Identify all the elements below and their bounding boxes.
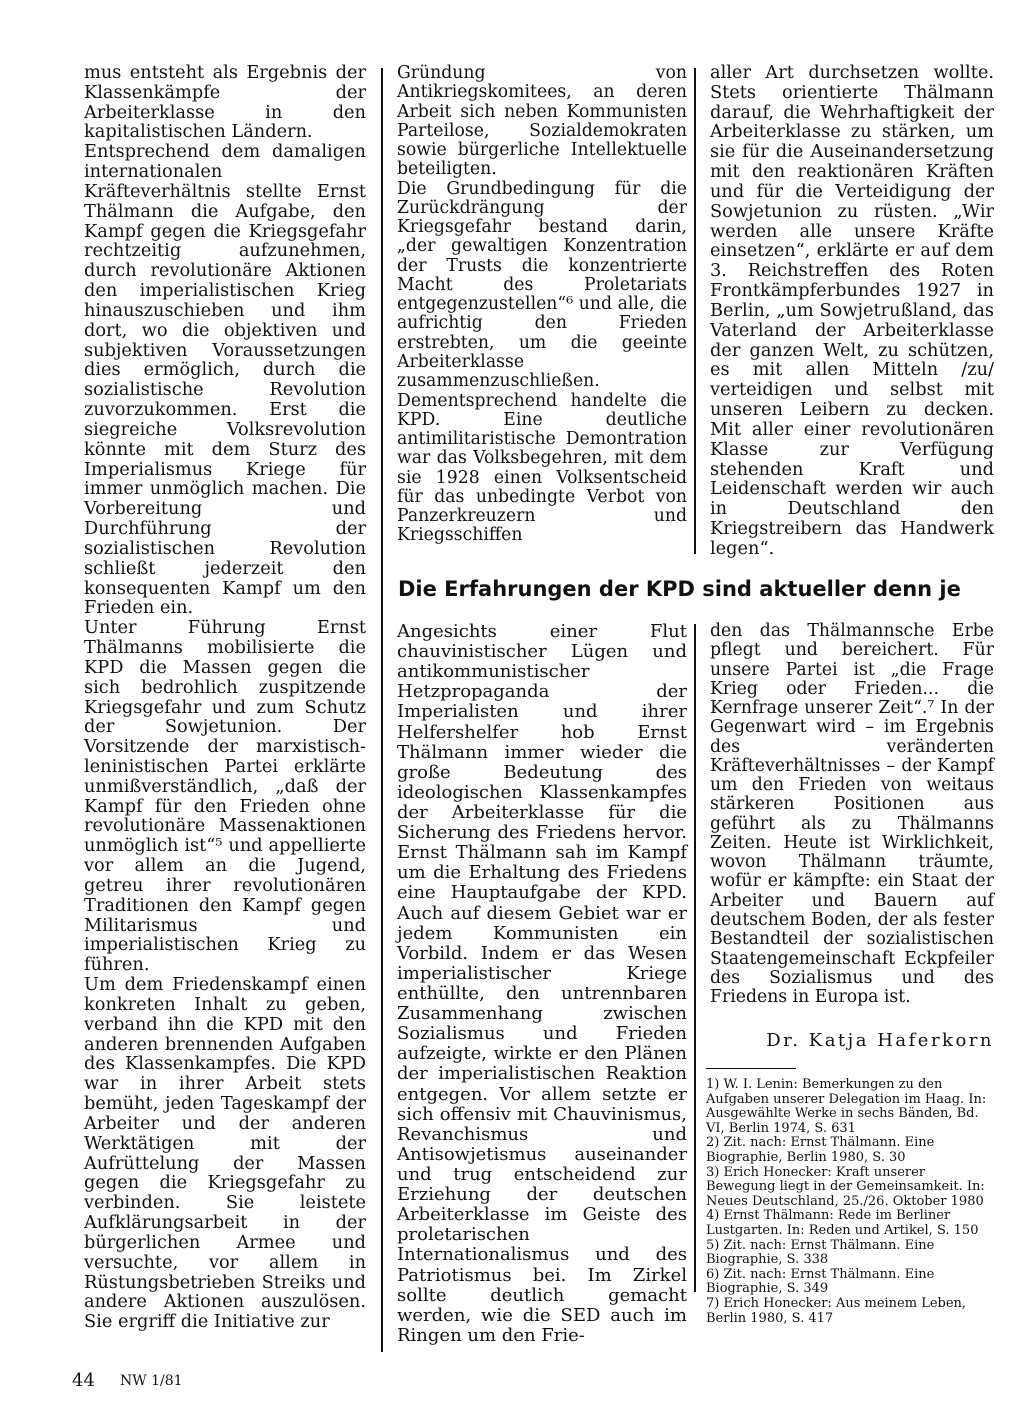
author-signature: Dr. Katja Haferkorn (766, 1030, 994, 1051)
paragraph: Die Grundbedingung für die Zurückdrängung der Kriegsgefahr bestand darin, „der gewaltigen Konzentration der Trusts die konzentrierte Macht des Proletariats entgegenzustellen“⁶ und alle, die aufrichtig den Frieden erstrebten, um die geeinte Arbeiterklasse zusammenzuschließen. Dementsprechend handelte die KPD. Eine deutliche antimilitaristische Demontration war das Volksbegehren, mit dem sie 1928 einen Volksentscheid für das unbedingte Verbot von Panzerkreuzern und Kriegsschiffen (397, 178, 687, 546)
paragraph: Gründung von Antikriegskomitees, an deren Arbeit sich neben Kommunisten Parteilose, Sozialdemokraten sowie bürgerliche Intellektuelle beteiligten. (397, 63, 687, 180)
column-divider (381, 68, 383, 1352)
paragraph: aller Art durchsetzen wollte. Stets orientierte Thälmann darauf, die Wehrhaftigkeit der Arbeiterklasse zu stärken, um sie für die Auseinandersetzung mit den reaktionären Kräften und für die Verteidigung der Sowjetunion zu rüsten. „Wir werden alle unsere Kräfte einsetzen“, erklärte er auf dem 3. Reichstreffen des Roten Frontkämpferbundes 1927 in Berlin, „um Sowjetrußland, das Vaterland der Arbeiterklasse der ganzen Welt, zu schützen, es mit allen Mitteln /zu/ verteidigen und selbst mit unseren Leibern zu decken. Mit aller einer revolutionären Klasse zur Verfügung stehenden Kraft und Leidenschaft werden wir auch in Deutschland den Kriegstreibern das Handwerk legen“. (710, 63, 994, 559)
text-column-4 (397, 622, 687, 1346)
column-divider (694, 68, 696, 554)
paragraph: mus entsteht als Ergebnis der Klassenkämpfe der Arbeiterklasse in den kapitalistischen Ländern. (84, 63, 366, 143)
footnote: 3) Erich Honecker: Kraft unserer Bewegung liegt in der Gemeinsamkeit. In: Neues Deutschland, 25./26. Oktober 1980 (706, 1164, 985, 1209)
issue-label: NW 1/81 (120, 1373, 183, 1389)
footnote: 2) Zit. nach: Ernst Thälmann. Eine Biographie, Berlin 1980, S. 30 (706, 1135, 935, 1165)
paragraph: Unter Führung Ernst Thälmanns mobilisierte die KPD die Massen gegen die sich bedrohlich zuspitzende Kriegsgefahr und zum Schutz der Sowjetunion. Der Vorsitzende der marxistisch-leninistischen Partei erklärte unmißverständlich, „daß der Kampf für den Frieden ohne revolutionäre Massenaktionen unmöglich ist“⁵ und appellierte vor allem an die Jugend, getreu ihrer revolutionären Traditionen den Kampf gegen Militarismus und imperialistischen Krieg zu führen. (84, 618, 366, 976)
text-column-5 (710, 622, 994, 1007)
footnote: 5) Zit. nach: Ernst Thälmann. Eine Biographie, S. 338 (706, 1237, 935, 1268)
footnote-divider (706, 1068, 796, 1069)
paragraph: Entsprechend dem damaligen internationalen Kräfteverhältnis stellte Ernst Thälmann die Aufgabe, den Kampf gegen die Kriegsgefahr rechtzeitig aufzunehmen, durch revolutionäre Aktionen den imperialistischen Krieg hinauszuschieben und ihm dort, wo die objektiven und subjektiven Voraussetzungen dies ermöglich, durch die sozialistische Revolution zuvorzukommen. Erst die siegreiche Volksrevolution könnte mit dem Sturz des Imperialismus Kriege für immer unmöglich machen. Die Vorbereitung und Durchführung der sozialistischen Revolution schließt jederzeit den konsequenten Kampf um den Frieden ein. (84, 142, 366, 619)
section-heading: Die Erfahrungen der KPD sind aktueller denn je (398, 577, 961, 601)
footnote: 6) Zit. nach: Ernst Thälmann. Eine Biographie, S. 349 (706, 1266, 935, 1297)
paragraph: Um dem Friedenskampf einen konkreten Inhalt zu geben, verband ihn die KPD mit den anderen brennenden Aufgaben des Klassenkampfes. Die KPD war in ihrer Arbeit stets bemüht, jeden Tageskampf der Arbeiter und der anderen Werktätigen mit der Aufrüttelung der Massen gegen die Kriegsgefahr zu verbinden. Sie leistete Aufklärungsarbeit in der bürgerlichen Armee und versuchte, vor allem in Rüstungsbetrieben Streiks und andere Aktionen auszulösen. Sie ergriff die Initiative zur (84, 975, 366, 1333)
column-divider (694, 624, 696, 1292)
footnote: 7) Erich Honecker: Aus meinem Leben, Berlin 1980, S. 417 (706, 1295, 967, 1326)
paragraph: den das Thälmannsche Erbe pflegt und bereichert. Für unsere Partei ist „die Frage Krieg oder Frieden... die Kernfrage unserer Zeit“.⁷ In der Gegenwart wird – im Ergebnis des veränderten Kräfteverhältnisses – der Kampf um den Frieden von weitaus stärkeren Positionen aus geführt als zu Thälmanns Zeiten. Heute ist Wirklichkeit, wovon Thälmann träumte, wofür er kämpfte: ein Staat der Arbeiter und Bauern auf deutschem Boden, der als fester Bestandteil der sozialistischen Staatengemeinschaft Eckpfeiler des Sozialismus und des Friedens in Europa ist. (710, 621, 994, 1008)
page-number: 44 (72, 1370, 95, 1391)
footnotes (706, 1078, 994, 1326)
footnote: 1) W. I. Lenin: Bemerkungen zu den Aufgaben unserer Delegation im Haag. In: Ausgewählte Werke in sechs Bänden, Bd. VI, Berlin 1974, S. 631 (706, 1077, 987, 1136)
text-column-1 (84, 64, 366, 1333)
text-column-2 (397, 64, 687, 546)
text-column-3 (710, 64, 994, 560)
footnote: 4) Ernst Thälmann: Rede im Berliner Lustgarten. In: Reden und Artikel, S. 150 (706, 1208, 979, 1238)
paragraph: Angesichts einer Flut chauvinistischer Lügen und antikommunistischer Hetzpropaganda der Imperialisten und ihrer Helfershelfer hob Ernst Thälmann immer wieder die große Bedeutung des ideologischen Klassenkampfes der Arbeiterklasse für die Sicherung des Friedens hervor. Ernst Thälmann sah im Kampf um die Erhaltung des Friedens eine Hauptaufgabe der KPD. Auch auf diesem Gebiet war er jedem Kommunisten ein Vorbild. Indem er das Wesen imperialistischer Kriege enthüllte, den untrennbaren Zusammenhang zwischen Sozialismus und Frieden aufzeigte, wirkte er den Plänen der imperialistischen Reaktion entgegen. Vor allem setzte er sich offensiv mit Chauvinismus, Revanchismus und Antisowjetismus auseinander und trug entscheidend zur Erziehung der deutschen Arbeiterklasse im Geiste des proletarischen Internationalismus und des Patriotismus bei. Im Zirkel sollte deutlich gemacht werden, wie die SED auch im Ringen um den Frie- (397, 621, 687, 1346)
